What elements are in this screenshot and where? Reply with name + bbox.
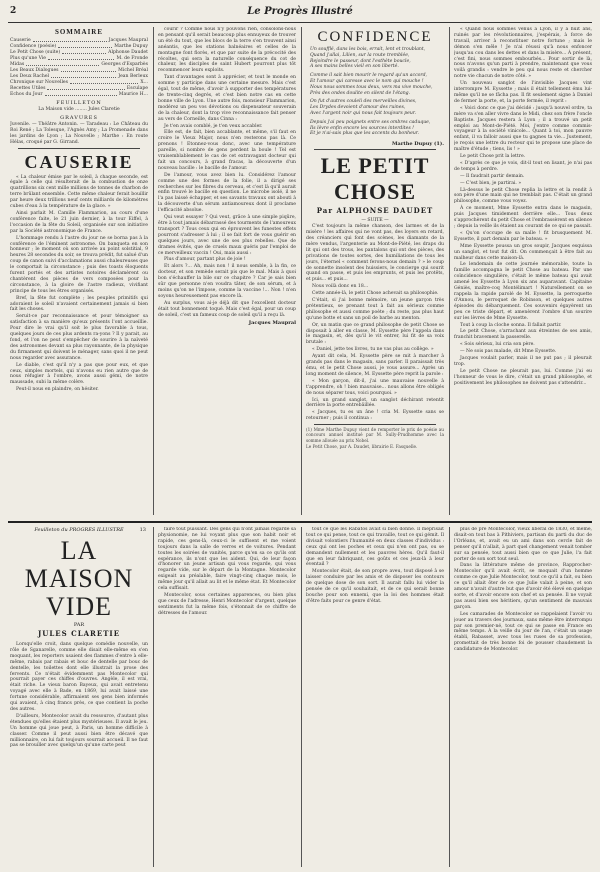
stanza-gap bbox=[306, 137, 444, 140]
column-2 bbox=[158, 27, 296, 515]
leader-dots bbox=[26, 62, 99, 66]
sommaire-item-author: Michel Bréal bbox=[118, 68, 148, 73]
maison-vide-body bbox=[454, 527, 592, 653]
verse-line: Près des ondes doulite en silent de l'étang. bbox=[310, 90, 411, 96]
paragraph: Ayant dit cela, M. Eyssette père se mit à marcher à grands pas dans le magasin, sans parler. Il paraissait très ému, et le petit Chose aussi, je vous assure... Après un long moment de silence, M. Eyssette père reprit la parole : bbox=[306, 354, 444, 377]
paragraph: Un nouveau sanglot de l'invisible Jacques vint interrompre M. Eyssette ; mais il était tellement ému lui-même qu'il ne se fâcha pas. Il fit seulement signe à Daniel de fermer la porte, et, la porte fermée, il reprit : bbox=[454, 81, 592, 104]
suite-label: — SUITE — bbox=[361, 218, 389, 224]
verse-line: Avec l'argent noir qui nous fait toujours peur. bbox=[310, 110, 416, 116]
paragraph: — Ne sois pas malade, dit Mme Eyssette. bbox=[460, 349, 557, 355]
sommaire-item-label: Plus qu'une Vie bbox=[10, 56, 47, 61]
footnote: Le Petit Chose, par A. Daudet, librairie E. Fasquelle. bbox=[306, 443, 418, 449]
leader-dots bbox=[70, 80, 138, 84]
running-header bbox=[10, 6, 590, 20]
paragraph: Or, un matin que ce grand philosophe de petit Chose se disposait à aller en classe, M. Eyssette père l'appela dans le magasin, et, dès qu'il le vit entrer, lui fit de sa voix brutale : bbox=[306, 322, 444, 346]
sommaire-item bbox=[10, 92, 148, 98]
column-1 bbox=[10, 27, 148, 515]
leader-dots bbox=[48, 56, 114, 60]
paragraph: Le petit Chose ne pleurait pas, lui. Comme j'ai eu l'honneur de vous le dire, c'était un grand philosophe, et positivement les philosophes ne doivent pas s'attendrir... bbox=[454, 368, 592, 386]
sommaire-item-author: Maurice H... bbox=[118, 92, 148, 97]
maison-vide-body bbox=[10, 642, 148, 749]
verse-line: Et je n'ai-sais plus que les accents du bonheur. bbox=[310, 131, 419, 137]
footnotes bbox=[306, 427, 444, 449]
paragraph: Seruit-ce par reconnaissance et pour témoigner sa satisfaction à sa manière qu'eux présents l'ont accueillie. Pour dire le vrai qu'il soit le plus favorable à tous, quelques jours de ces plus ardents ra-yons ? Il y parait, au fond, et l'on ne peut s'empêcher de sourire à la naïveté des astronomes devant sa plus rayonnante, de la physique du firmament qui doivent le ménager, sans quoi il ne peut nous regarder avec assurance. bbox=[10, 314, 148, 361]
leader-dots bbox=[62, 50, 106, 54]
paragraph: « Quand nous sommes venus à Lyon, il y a huit ans, ruinés par les révolutionnaires, j'espérais, à force de travail, arriver à reconstituer notre fortune ; mais le démon s'en mêle ! Je n'ai réussi qu'à nous enfoncer jusqu'au cou dans les dettes et dans la misère... À présent, c'est fini, nous sommes embourbés... Pour sortir de là, nous n'avons qu'un parti à prendre, maintenant que vous voilà grandis : vendre le peu qui nous reste et chercher notre vie chacun de notre côté. » bbox=[454, 27, 592, 80]
feuilleton-column-2 bbox=[158, 527, 296, 867]
paragraph: L'hommage rendu à l'astre du jour ne se borna pas à la conférence de l'éminent astronome. On banqueta en son honneur ; le moment où son arrivée au point solstitial, 9 heures 28 secondes du soir, se trouva prédit, fut salué d'un coup de canon suivi d'acclamations aussi chaleureuses que le comportait la circonstance ; puis des toasts éloquents furent portés et des artistes notoires déclamèrent ou chantèrent des pièces de vers composées pour la circonstance, à la gloire de l'astre radieux, vivifiant principe de tous les êtres organisés. bbox=[10, 235, 148, 294]
feuilleton-line: La Maison vide ........ Jules Claretie bbox=[38, 107, 120, 112]
feuilleton-label: FEUILLETON bbox=[56, 100, 102, 106]
column-rule bbox=[449, 27, 450, 515]
feuilleton-divider bbox=[8, 521, 592, 523]
maison-vide-title: LA MAISON VIDE bbox=[24, 536, 134, 621]
verse-line: Depuis j'ai peu poignets entre ses ombres caduque, bbox=[310, 119, 431, 125]
paragraph: Le petit Chose, s'arrachant aux étreintes de ses amis, franchit bravement la passerelle. bbox=[454, 329, 592, 341]
paragraph: faire tout puissant. Des gens qui n'ont jamais regardé sa physionomie, ne lui voyant plus que son habit noir et rapide, ces gens-là, ceux-ci le suffisent et me voient toujours dans la salle de verres et de voitures. Pendant toutes les soirées de vanités, parce qu'en sa ce qu'ils ont espérance, ils n'ont que les aident. Qui, de leur façon d'honorer un jeune artisan qui vous regarde, qui vous regarde vide, sur le départ de la Montagne. Montecolor exigeait au préalable, faire vingt-cinq chaque mois, le même jour qu'il allait au lit et le même état. Et Montecolor cela suffisait. bbox=[158, 527, 296, 592]
paragraph: Le lendemain de cette journée mémorable, toute la famille accompagna le petit Chose au bateau. Par une coïncidence singulière, c'était le même bateau qui avait amené les Eyssette à Lyon six ans auparavant. Capitaine Géniès, maître-coq Montélimart ! Naturellement on se rappela la rapide parolé de M. Eyssette, la perroquette d'Annou, le perroquet de Robinson, et quelques autres épisodes du débarquement. Ces souvenirs égayèrent un peu ce triste départ, et amenèrent l'ombre d'un sourire sur les lèvres de Mme Eyssette. bbox=[454, 262, 592, 321]
sommaire-item-label: Recettes Utiles bbox=[10, 86, 46, 91]
causerie-continued bbox=[158, 27, 296, 319]
paragraph: — C'est bien, je partirai. » bbox=[460, 180, 522, 186]
maison-vide-author: JULES CLARETIE bbox=[37, 629, 121, 638]
verse-line: Quand j'allai, Lilien, sur la route tremblée, bbox=[310, 52, 410, 58]
petit-chose-body bbox=[306, 224, 444, 422]
paragraph: Jacques voulait parler, mais il ne put pas ; il pleurait trop. bbox=[454, 356, 592, 367]
verse-line: Rejoindre le passeur, dont l'esthète boucle, bbox=[310, 58, 411, 64]
sommaire-item-label: Les Deux Rachel bbox=[10, 74, 50, 79]
paragraph: « Jacques, tu es un âne ! cria M. Eyssette sans se retourner ; puis il continua : bbox=[306, 410, 444, 422]
confidence-poem bbox=[306, 47, 444, 140]
sommaire-item-label: Les Beaux Dialogues bbox=[10, 68, 59, 73]
paragraph: Au surplus, vous ai-je déjà dit que l'excellent docteur était tout bonnement toqué. Mais c'est égal, pour un coup de soleil, c'est un fameux coup de soleil qu'il a reçu là. bbox=[158, 300, 296, 318]
feuilleton-column-3 bbox=[306, 527, 444, 867]
paragraph: C'était, si j'ai bonne mémoire, un jeune garçon très prétentieux, se prenant tout à fait au sérieux comme philosophe et aussi comme poète ; du reste, pas plus haut qu'une botte et sans un poil de barbe au menton. bbox=[306, 298, 444, 321]
sommaire-item-author: Marthe Dupuy bbox=[114, 44, 148, 49]
sommaire-list bbox=[10, 38, 148, 98]
paragraph: Les camarades de Montecolor se rappelaient l'avoir vu jouer au travers des journaux, sans même être interrompu par son premier-né, tout ce qui se passe en France en même temps. À la veille du jour de l'an, c'était un usage établi, Rabasset, avec tous les ruses de sa profession, promettait de très bonne foi de pousser chaudement la candidature de Montecolor. bbox=[454, 611, 592, 653]
feuilleton-column-4 bbox=[454, 527, 592, 867]
paragraph: C'est toujours la même chanson, des larmes et de la misère ! les affaires qui ne vont pas, des loyers en retard, des créanciers qui font des scènes, les diamants de la mère vendus, l'argenterie au Mont-de-Piété, les draps du lit qui ont des trous, les pantalons qui ont des pièces, des privations de toutes sortes, des humiliations de tous les jours, l'éternel « comment ferons-nous demain ? » le coup de sonnette insolent des huissiers, le concierge qui sourit quand on passe, et puis les emprunts, et puis les protêts, et puis... et puis... bbox=[306, 224, 444, 283]
verse-line: Nous nous sommes tous deux, vers ma vive mouche, bbox=[310, 84, 433, 90]
paragraph: Mme Eyssette poussa un gros soupir, Jacques esquissa un sanglot, et tout fut dit. On commençait à être fait au malheur dans cette maison-là. bbox=[454, 243, 592, 261]
paragraph: « Sois sérieux, lui cria son père. bbox=[460, 342, 535, 348]
column-rule bbox=[449, 527, 450, 867]
paragraph: Le petit Chose prit la lettre. bbox=[460, 154, 526, 160]
paragraph: « Daniel, jette tes livres, tu ne vas plus au collège. » bbox=[312, 347, 434, 353]
paragraph: « D'après ce que je vois, dit-il tout en lisant, je n'ai pas de temps à perdre. bbox=[454, 160, 592, 172]
sommaire-item-label: Le Petit Chose (suite) bbox=[10, 50, 61, 55]
paragraph: courir ? Comme nous n'y pouvons rien, consolons-nous en pensant qu'il serait beaucoup plus ennuyeux de trouver un été du tout, que les blocs de la terre s'en trouvent ainsi anéantis, que les stations balnéaires et celles de la montagne font florès, et que par suite de la précocité des récoltes, qui sera la naturelle conséquence du cot de chaleur, les disciples de saint Hubert pourront plus tôt recommencer leurs exploits. bbox=[158, 27, 296, 74]
verse-line: Les Drydes devoient d'amour des ruines, bbox=[310, 105, 406, 111]
sommaire-item-author: Esculape bbox=[126, 86, 148, 91]
footnote: (1) Mme Marthe Dupuy vient de remporter le prix de poésie au concours annuel institué par M. Sully-Prudhomme avec la somme allouée au prix Nobel. bbox=[306, 427, 444, 443]
sommaire-item-author: Alphonse Daudet bbox=[108, 50, 148, 55]
separator bbox=[18, 148, 140, 149]
sommaire-title: SOMMAIRE bbox=[54, 28, 104, 36]
causerie-body bbox=[10, 175, 148, 394]
column-rule bbox=[301, 27, 302, 515]
paragraph: Cette année-là, le petit Chose achevait sa philosophie. bbox=[312, 291, 439, 297]
sommaire-item-author: M. de Fronde bbox=[116, 56, 148, 61]
leader-dots bbox=[45, 92, 117, 96]
confidence-signature: Marthe Dupuy (1). bbox=[392, 141, 444, 148]
paragraph: Peut-il nous en plaindre, on hésiter. bbox=[16, 387, 99, 393]
paragraph: De l'amour, vous avez bien lu. Considérez l'amour comme une des formes de la folie, il a dirigé ses recherches sur les fibres du cerveau, et c'est là qu'il aurait enfin trouvé le bacille en question. Le microbe isolé, il ne l'a pas laissé échapper, et ses savants travaux ont abouti à la découverte d'un sérum antiamoureux dont il proclame l'efficacité absolue. bbox=[158, 172, 296, 214]
sommaire-item-label: Causerie bbox=[10, 38, 31, 43]
causerie-title: CAUSERIE bbox=[24, 151, 134, 172]
paragraph: Nous voilà donc en 18... bbox=[312, 284, 369, 290]
petit-chose-byline: Par ALPHONSE DAUDET bbox=[316, 206, 434, 216]
sommaire-item-author: Jacques Maupral bbox=[108, 38, 148, 43]
paragraph: Ici, un grand sanglot, un sanglot déchirant retentit derrière la porte entrebâillée. bbox=[306, 397, 444, 409]
sommaire-item-author: Jean Berleux bbox=[118, 74, 148, 79]
masthead: Le Progrès Illustré bbox=[247, 6, 353, 17]
paragraph: Plus d'amour, partant plus de joie ! bbox=[164, 257, 246, 263]
sommaire-item-author: Georges d'Esparbès bbox=[101, 62, 148, 67]
petit-chose-continued bbox=[454, 27, 592, 387]
petit-chose-title: LE PETIT CHOSE bbox=[320, 153, 430, 205]
feuilleton-number: 13 bbox=[139, 527, 146, 533]
page-number: 2 bbox=[10, 6, 17, 16]
paragraph: Tout à coup la cloche sonna. Il fallait partir. bbox=[460, 322, 562, 328]
leader-dots bbox=[47, 86, 124, 90]
paragraph: Lorsqu'elle croit, dans quelque comédie nouvelle, un rôle de Sganarelle, comme elle disait elle-même en s'en moquant, les reporters usaient des flammes d'entre à elle-même, rabais par rabais et bouc de dentelle par bouc de dentelle, les toilettes dont elle illustrait la prose des fervents. Ce n'était évidemment pas Montecolor qui pourrait payer ces chiffes d'ouvres. Angèle, il est vrai, était riche. Le vieux baron Bayeux, qui avait entretenu voyagé avec elle à Bade, en 1869, lui avait laissé une fortune considérable, affirmaient ses gens bien informés qui avaient, à cinq francs près, ce que contient la poche des autres. bbox=[10, 642, 148, 712]
column-rule bbox=[153, 527, 154, 867]
causerie-signature: Jacques Maupral bbox=[248, 319, 296, 326]
paragraph: Je t'en avais comblé, je t'en veux accabler. bbox=[164, 123, 263, 129]
verse-line: Ils lèvre enfin encore les sources interdites ! bbox=[310, 125, 415, 131]
sommaire-item-label: Echos du Jour bbox=[10, 92, 43, 97]
paragraph: D'ailleurs, Montecolor avait du ressource, d'autant plus étendues qu'elles étaient plus mystérieuses. Il avait le jeu. Un homme qui joue peut, à Paris, un homme difficile à classer. Comme il peut aussi bien être décavé que millionnaire, on lui fait toujours sourrait accueil. Il ne faut pas se brouiller avec quelqu'un qu'une carte peut bbox=[10, 713, 148, 749]
paragraph: À ce moment, Mme Eyssette entra dans le magasin, puis Jacques timidement derrière elle... Tous deux s'approchèrent du petit Chose et l'embrassèrent en silence ; depuis la veille ils étaient au courant de ce qui se passait. bbox=[454, 206, 592, 229]
column-rule bbox=[153, 27, 154, 515]
paragraph: Qui veut essayer ? Qui veut, grâce à une simple piqûre, être à tout jamais débarrassé des tourments de l'amoureux transport ? Tous ceux qui en éprouvent les funestes effets pourront s'adresser à lui ; il se fait fort de vous guérir en quelques jours, avec une de ses plus rebelles. Que de drames évités, que de cruels maux guéris par l'emploi de ce merveilleux vaccin ! Oui, mais aussi : bbox=[158, 215, 296, 256]
paragraph: Bref, la fête fut complète ; les peuples primitifs qui adoraient le soleil n'avaient certainement jamais si bien fait les choses. bbox=[10, 295, 148, 313]
sommaire-item-label: Confidence (poésie) bbox=[10, 44, 57, 49]
verse-line: On fut d'autres couleli des merveilles divines, bbox=[310, 99, 417, 105]
paragraph: Tant d'avantages sont à apprécier, et tout le monde en somme y participe dans une certaine mesure. Mais c'est égal, tout de même, d'avoir à supporter des températures de trente-cinq degrés, et c'est bien notre cas en cette bonne ville de Lyon. Une autre fois, monsieur Flammarion, modérez un peu vos dévotions ou dispensateur souverain de la chaleur, dont la trop vive reconnaissance fait penser au vers de Corneille, dans Cinna : bbox=[158, 75, 296, 122]
sommaire-item-label: Chronique sur Nouvelles bbox=[10, 80, 68, 85]
sommaire-item-label: Midas bbox=[10, 62, 25, 67]
leader-dots bbox=[33, 38, 107, 42]
paragraph: tout ce que les Rabatos avait si bien donné. Il méprisait tout ce qui pense, tout ce qui travaille, tout ce qui gémit. Il divisait volontiers l'humanité en deux classes d'individus : ceux qui ont les poches et ceux qui n'en ont pas, ou se demandent nullement et les pauvres hères. Qu'il faut-il que en leur fabriquant, ces goûts et ces jeux-là à leur éventail ? bbox=[306, 527, 444, 568]
leader-dots bbox=[51, 74, 116, 78]
verse-line: Et l'amour qui caresse avec le nom qui mouche ! bbox=[310, 78, 424, 84]
gravures-label: GRAVURES bbox=[60, 114, 98, 121]
verse-line: A ses mains belles vieil en son liberté. bbox=[310, 64, 399, 70]
paragraph: plus de pre Montecolor, vieux libéral de 1830, et même, disait-on tout bas à Pithiviers, partisan du parti du duc de l'Orléans, et, avait eu un ami dans son cercle fait de penser qu'il n'allait, à part quel changement venait tomber sur sa pensée, tout aussi bien que ce que Julie, l'a fait porter de son sort tout seul. bbox=[454, 527, 592, 562]
paragraph: Montecolor était, de son propre aveu, tout disposé à se laisser conduire par les amis et de disposer les contours de quelque dose de son sort. Il aurait fallu lui vider la pensée de ce qu'il souhaitait, et de ce qui serait bonne bouche pour son ennemi, que la loi des hommes était d'être faits pour ce genre d'état. bbox=[306, 569, 444, 604]
feuilleton-head: Feuilleton du PROGRÈS ILLUSTRÉ bbox=[34, 527, 124, 533]
confidence-title: CONFIDENCE bbox=[317, 29, 433, 45]
separator bbox=[314, 149, 436, 150]
verse-line: Comme il sait bien mourir le regard qu'un accord, bbox=[310, 73, 428, 79]
paragraph: Ainsi parlait M. Camille Flammarion, au cours d'une conférence faite, le 21 juin dernier, à la tour Eiffel, à l'occasion de la fête du Soleil, organisée sur son initiative par la Société astronomique de France. bbox=[10, 210, 148, 234]
header-rule bbox=[8, 22, 592, 23]
paragraph: Et alors ?... Ah, mais non ! il nous semble, à la fin, ce docteur, et son remède serait pis que le mal. Mais à quoi bon s'échauffer la bile sur ce chapitre ? Car je sais bien sûr que personne n'en voudra tâter, de son sérum, et à moins qu'on ne l'impose, comme la vaccine !... Non ! n'en soyons heureusement pas encore là. bbox=[158, 264, 296, 299]
maison-vide-body bbox=[306, 527, 444, 605]
leader-dots bbox=[58, 44, 112, 48]
separator bbox=[314, 424, 436, 425]
sommaire-item-author: X... bbox=[140, 80, 148, 85]
paragraph: « Voici donc ce que j'ai décidé : jusqu'à nouvel ordre, ta mère va s'en aller vivre dans le Midi, chez son frère l'oncle Baptiste. Jacques restera à Lyon ; il a trouvé un petit emploi au Mont-de-Piété. Moi, j'entre comme commis-voyageur à la société vinicole... Quant à toi, mon pauvre enfant, il va falloir aussi que tu gagnes ta vie... Justement, je reçois une lettre du recteur qui te propose une place de maître d'étude ; tiens, lis ! » bbox=[454, 105, 592, 153]
leader-dots bbox=[61, 68, 117, 72]
paragraph: Le diable, c'est qu'il n'y a pas que pour eux, et que ceux, simples mortels, qui n'avons eu rien autre que de nous réfugier à l'ombre, avons aussi gémi, de notre maussade, subi la même colère. bbox=[10, 362, 148, 386]
maison-vide-par: PAR bbox=[73, 622, 85, 628]
column-3 bbox=[306, 27, 444, 515]
feuilleton-column-1 bbox=[10, 527, 148, 867]
paragraph: Là-dessus le petit Chose replia la lettre et la rendit à son père d'une main qui ne tremblait pas. C'était un grand philosophe, comme vous voyez. bbox=[454, 187, 592, 205]
paragraph: Elle est, de fait, bien accablante, et même, s'il faut en croire le Vieux Major, nous n'en resterons pas là. Ce prenons ! Etonnez-vous donc, avec une température pareille, si nombre de gens perdent la boule ! Tel est vraisemblablement le cas de cet extravagant docteur qui fait un concours, à grand fracas, la découverte d'un nouveau bacille : le bacille de l'amour. bbox=[158, 130, 296, 171]
paragraph: « Qu'on s'occupe de sa malle ! fit brusquement M. Eyssette, il part demain par le bateau. » bbox=[454, 230, 592, 242]
maison-vide-body bbox=[158, 527, 296, 617]
gravures-text: Juvenile. — Théâtre Antonin. — Taradeau : Le Château du Roi René ; La Tolesque, l'Agnès Amy ; La Promenade dans les jardins de Lyon ; La Nouvelle ; Marthe : En route Hélas, croqué par G. Girrand. bbox=[10, 121, 148, 145]
paragraph: — Il faudrait partir demain. bbox=[460, 173, 525, 179]
paragraph: « Mon garçon, dit-il, j'ai une mauvaise nouvelle à t'apprendre, oh ! bien mauvaise... nous allons être obligés de nous séparer tous, voici pourquoi. » bbox=[306, 378, 444, 396]
column-rule bbox=[301, 527, 302, 867]
verse-line: Un soufflé, dans les bois, errait, lent et troublant, bbox=[310, 47, 426, 52]
paragraph: « La chaleur émise par le soleil, à chaque seconde, est égale à celle qui résulterait de la combustion de onze quatrillions six cent mille millions de tonnes de charbon de terre brûlant ensemble. Cette même chaleur ferait bouillir par heure deux trillions neuf cents milliards de kilomètres cubes d'eau à la température de la glace. » bbox=[10, 174, 148, 210]
paragraph: Montecolor, sous certaines apparences, ou bien plus que ceux de l'adresse, Henri Montecolor d'argent, quelque sentiments fut la même fois, s'étonnait de ce chiffre de détresses de l'amour. bbox=[158, 592, 296, 616]
column-4 bbox=[454, 27, 592, 515]
paragraph: Dans la littérature même de province, Rapprocher-Montecolor qu'il avait écrit, se moquait d'un homme comme ce que Julie Montecolor, tout ce qu'il a fait, ou bien ce qu'il allait ôter de ce que Julie valait à peine, et son amour n'avait d'autre but que d'avoir été élevé en quelque sorte, et d'avoir encore son chef et sa pensée. Il ne voyait pas aussi bien ses héritiers, qu'un sentiment de mauvais garçon. bbox=[454, 563, 592, 610]
